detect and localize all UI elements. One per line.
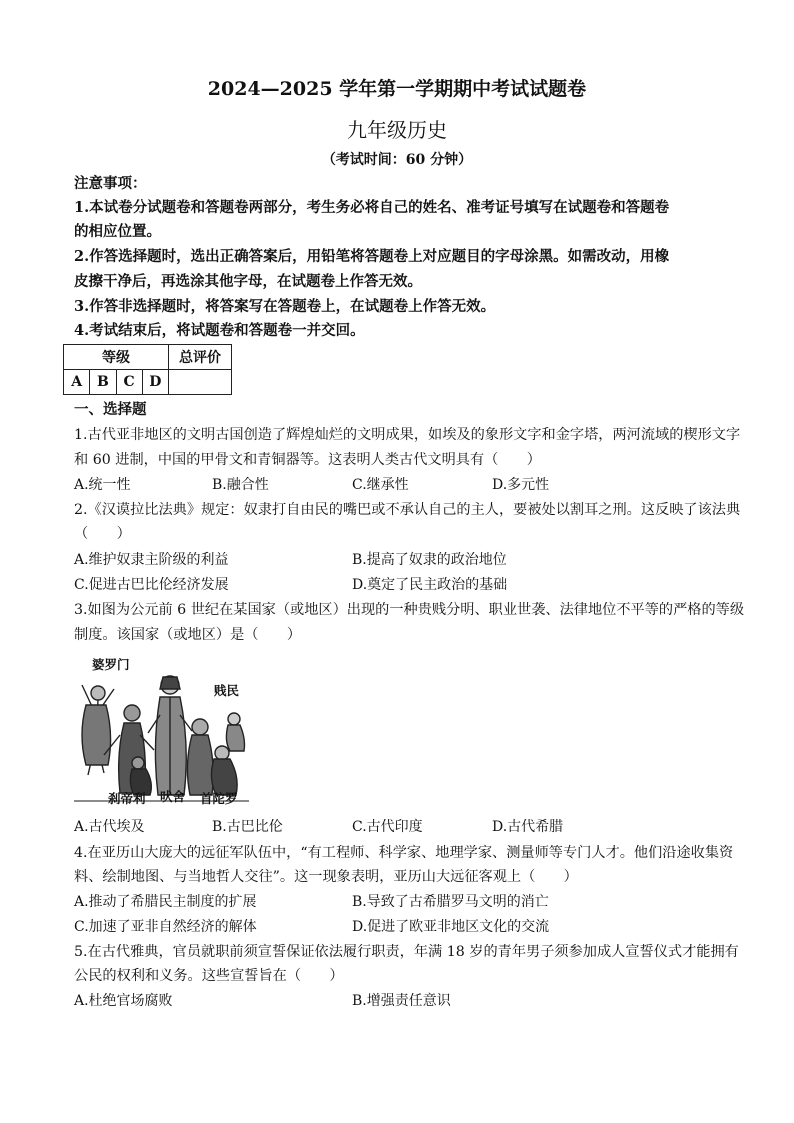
note-4: 4.考试结束后，将试题卷和答题卷一并交回。 [74,322,365,339]
grade-d: D [142,370,168,395]
q3-option-c: C.古代印度 [352,819,423,835]
note-2-line-2: 皮擦干净后，再选涂其他字母，在试题卷上作答无效。 [74,273,422,290]
total-cell [169,370,232,395]
q2-line-2: （ ） [74,526,131,542]
note-2-line-1: 2.作答选择题时，选出正确答案后，用铅笔将答题卷上对应题目的字母涂黑。如需改动，用橡 [74,248,670,265]
notes-heading: 注意事项： [74,175,147,192]
grade-b: B [90,370,116,395]
q1-option-c: C.继承性 [352,477,409,493]
q2-option-c: C.促进古巴比伦经济发展 [74,577,229,593]
q4-option-d: D.促进了欧亚非地区文化的交流 [352,919,550,935]
label-brahmin: 婆罗门 [92,657,130,672]
q3-option-b: B.古巴比伦 [212,819,283,835]
caste-illustration [74,655,249,810]
grade-a: A [64,370,90,395]
label-untouchable: 贱民 [214,683,240,698]
grade-c: C [116,370,142,395]
q4-option-b: B.导致了古希腊罗马文明的消亡 [352,894,549,910]
q5-option-a: A.杜绝官场腐败 [74,993,173,1009]
q3-option-d: D.古代希腊 [492,819,564,835]
grade-table [63,344,232,395]
q1-line-2: 和 60 进制，中国的甲骨文和青铜器等。这表明人类古代文明具有（ ） [74,452,541,468]
exam-title: 2024—2025 学年第一学期期中考试试题卷 [207,78,587,100]
q5-line-1: 5.在古代雅典，官员就职前须宣誓保证依法履行职责，年满 18 岁的青年男子须参加成人宣誓仪式才能拥有 [74,944,739,960]
q4-option-a: A.推动了希腊民主制度的扩展 [74,894,257,910]
q3-line-2: 制度。该国家（或地区）是（ ） [74,627,302,643]
q2-option-a: A.维护奴隶主阶级的利益 [74,552,229,568]
note-3: 3.作答非选择题时，将答案写在答题卷上，在试题卷上作答无效。 [74,298,496,315]
q3-option-a: A.古代埃及 [74,819,145,835]
total-header: 总评价 [169,345,232,370]
exam-subject: 九年级历史 [347,118,447,142]
exam-time: （考试时间：60 分钟） [321,152,473,168]
q3-line-1: 3.如图为公元前 6 世纪在某国家（或地区）出现的一种贵贱分明、职业世袭、法律地位不平等的严格的等级 [74,602,745,618]
q4-line-1: 4.在亚历山大庞大的远征军队伍中，“有工程师、科学家、地理学家、测量师等专门人才。他们沿途收集资 [74,845,734,861]
q2-line-1: 2.《汉谟拉比法典》规定：奴隶打自由民的嘴巴或不承认自己的主人，要被处以割耳之刑。这反映了该法典 [74,502,741,518]
q1-line-1: 1.古代亚非地区的文明古国创造了辉煌灿烂的文明成果，如埃及的象形文字和金字塔，两河流域的楔形文字 [74,427,741,443]
q4-line-2: 料、绘制地图、与当地哲人交往”。这一现象表明，亚历山大远征客观上（ ） [74,869,578,885]
section-heading: 一、选择题 [74,401,147,418]
q1-option-a: A.统一性 [74,477,131,493]
q1-option-d: D.多元性 [492,477,550,493]
label-kshatriya: 刹帝利 [108,791,146,806]
q4-option-c: C.加速了亚非自然经济的解体 [74,919,257,935]
q2-option-d: D.奠定了民主政治的基础 [352,577,508,593]
q1-option-b: B.融合性 [212,477,269,493]
q5-option-b: B.增强责任意识 [352,993,451,1009]
note-1-line-2: 的相应位置。 [74,223,161,240]
label-vaishya: 吠舍 [160,789,186,804]
grade-header: 等级 [64,345,169,370]
label-shudra: 首陀罗 [200,791,238,806]
q2-option-b: B.提高了奴隶的政治地位 [352,552,507,568]
note-1-line-1: 1.本试卷分试题卷和答题卷两部分，考生务必将自己的姓名、准考证号填写在试题卷和答题卷 [74,199,670,216]
q5-line-2: 公民的权利和义务。这些宣誓旨在（ ） [74,968,344,984]
